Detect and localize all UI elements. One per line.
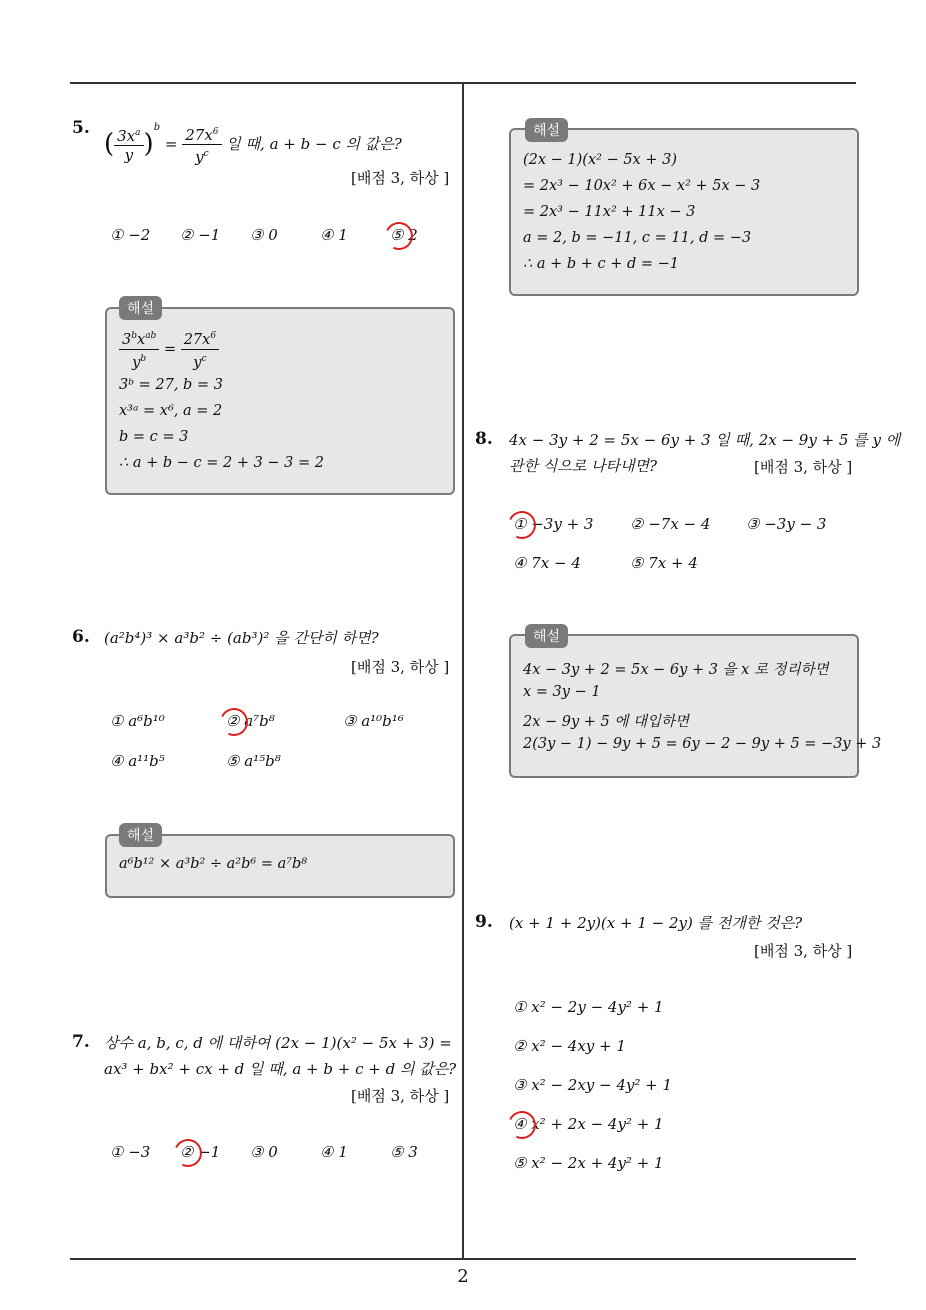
solution-line: 3ᵇ = 27, b = 3 xyxy=(119,377,223,393)
choice-3[interactable]: ③ a¹⁰b¹⁶ xyxy=(343,712,404,730)
choice-2[interactable]: ② −1 xyxy=(180,226,221,244)
choice-3[interactable]: ③ −3y − 3 xyxy=(746,515,827,533)
question-text-line-2: ax³ + bx² + cx + d 일 때, a + b + c + d 의 값은? xyxy=(104,1060,457,1078)
choice-1[interactable]: ① a⁶b¹⁰ xyxy=(110,712,165,730)
choice-5[interactable]: ⑤ 2 xyxy=(390,226,418,244)
question-text: ( $\frac{3x^a}{y}$ )$^b$ = $\frac{27x^6}{y^c}$ 일 때, a + b − c 의 값은? xyxy=(104,122,402,166)
choice-4[interactable]: ④ a¹¹b⁵ xyxy=(110,752,165,770)
score: [배점 3, 하상 ] xyxy=(754,458,853,476)
answer-mark xyxy=(504,1107,540,1143)
question-text-line-2: 관한 식으로 나타내면? xyxy=(509,457,657,475)
solution-line: x³ᵃ = x⁶, a = 2 xyxy=(119,403,223,419)
solution-line: a⁶b¹² × a³b² ÷ a²b⁶ = a⁷b⁸ xyxy=(119,856,308,872)
solution-line: a = 2, b = −11, c = 11, d = −3 xyxy=(523,230,752,246)
column-divider xyxy=(462,83,464,1259)
solution-line: ∴ a + b + c + d = −1 xyxy=(523,256,680,272)
solution-box-5 xyxy=(105,301,455,495)
solution-line: x = 3y − 1 xyxy=(523,684,601,700)
solution-line: b = c = 3 xyxy=(119,429,189,445)
choice-1[interactable]: ① −2 xyxy=(110,226,151,244)
choice-5[interactable]: ⑤ 7x + 4 xyxy=(630,554,698,572)
score: [배점 3, 하상 ] xyxy=(754,942,853,960)
question-text-line-1: 상수 a, b, c, d 에 대하여 (2x − 1)(x² − 5x + 3) = xyxy=(104,1034,452,1052)
choice-5[interactable]: ⑤ 3 xyxy=(390,1143,418,1161)
choice-2[interactable]: ② −1 xyxy=(180,1143,221,1161)
solution-line: = 2x³ − 11x² + 11x − 3 xyxy=(523,204,696,220)
question-text: (x + 1 + 2y)(x + 1 − 2y) 를 전개한 것은? xyxy=(509,914,803,932)
question-text-line-1: 4x − 3y + 2 = 5x − 6y + 3 일 때, 2x − 9y + 5 를 y 에 xyxy=(509,431,901,449)
choice-3[interactable]: ③ 0 xyxy=(250,226,278,244)
solution-box-7 xyxy=(509,123,859,296)
choice-1[interactable]: ① x² − 2y − 4y² + 1 xyxy=(513,998,664,1016)
question-text: (a²b⁴)³ × a³b² ÷ (ab³)² 을 간단히 하면? xyxy=(104,629,379,647)
bottom-rule xyxy=(70,1258,856,1260)
question-number: 6. xyxy=(72,627,90,647)
solution-tag: 해설 xyxy=(119,296,162,320)
solution-line: ∴ a + b − c = 2 + 3 − 3 = 2 xyxy=(119,455,324,471)
choice-2[interactable]: ② −7x − 4 xyxy=(630,515,711,533)
question-number: 8. xyxy=(475,429,493,449)
choice-4[interactable]: ④ 1 xyxy=(320,1143,348,1161)
choice-2[interactable]: ② x² − 4xy + 1 xyxy=(513,1037,626,1055)
solution-tag: 해설 xyxy=(525,624,568,648)
solution-line: = 2x³ − 10x² + 6x − x² + 5x − 3 xyxy=(523,178,761,194)
solution-tag: 해설 xyxy=(525,118,568,142)
solution-tag: 해설 xyxy=(119,823,162,847)
choice-4[interactable]: ④ x² + 2x − 4y² + 1 xyxy=(513,1115,664,1133)
question-number: 9. xyxy=(475,912,493,932)
answer-mark xyxy=(216,704,252,740)
solution-box-6 xyxy=(105,828,455,898)
question-number: 7. xyxy=(72,1032,90,1052)
solution-line: 4x − 3y + 2 = 5x − 6y + 3 을 x 로 정리하면 xyxy=(523,662,829,678)
choice-1[interactable]: ① −3 xyxy=(110,1143,151,1161)
score: [배점 3, 하상 ] xyxy=(351,1087,450,1105)
question-number: 5. xyxy=(72,118,90,138)
choice-4[interactable]: ④ 1 xyxy=(320,226,348,244)
choice-5[interactable]: ⑤ a¹⁵b⁸ xyxy=(226,752,281,770)
score: [배점 3, 하상 ] xyxy=(351,658,450,676)
solution-line: (2x − 1)(x² − 5x + 3) xyxy=(523,152,677,168)
choice-1[interactable]: ① −3y + 3 xyxy=(513,515,594,533)
solution-box-8 xyxy=(509,629,882,778)
choice-2[interactable]: ② a⁷b⁸ xyxy=(226,712,275,730)
answer-mark xyxy=(381,218,417,254)
choice-3[interactable]: ③ 0 xyxy=(250,1143,278,1161)
solution-line: 2x − 9y + 5 에 대입하면 xyxy=(523,714,690,730)
choice-5[interactable]: ⑤ x² − 2x + 4y² + 1 xyxy=(513,1154,664,1172)
choice-4[interactable]: ④ 7x − 4 xyxy=(513,554,581,572)
answer-mark xyxy=(504,507,540,543)
page-number: 2 xyxy=(457,1266,469,1287)
score: [배점 3, 하상 ] xyxy=(351,169,450,187)
choice-3[interactable]: ③ x² − 2xy − 4y² + 1 xyxy=(513,1076,673,1094)
solution-fraction-line: $\frac{3^bx^{ab}}{y^b}$ = $\frac{27x^6}{y^c}$ xyxy=(119,327,219,372)
answer-mark xyxy=(170,1135,206,1171)
solution-line: 2(3y − 1) − 9y + 5 = 6y − 2 − 9y + 5 = −3y + 3 xyxy=(523,736,882,752)
